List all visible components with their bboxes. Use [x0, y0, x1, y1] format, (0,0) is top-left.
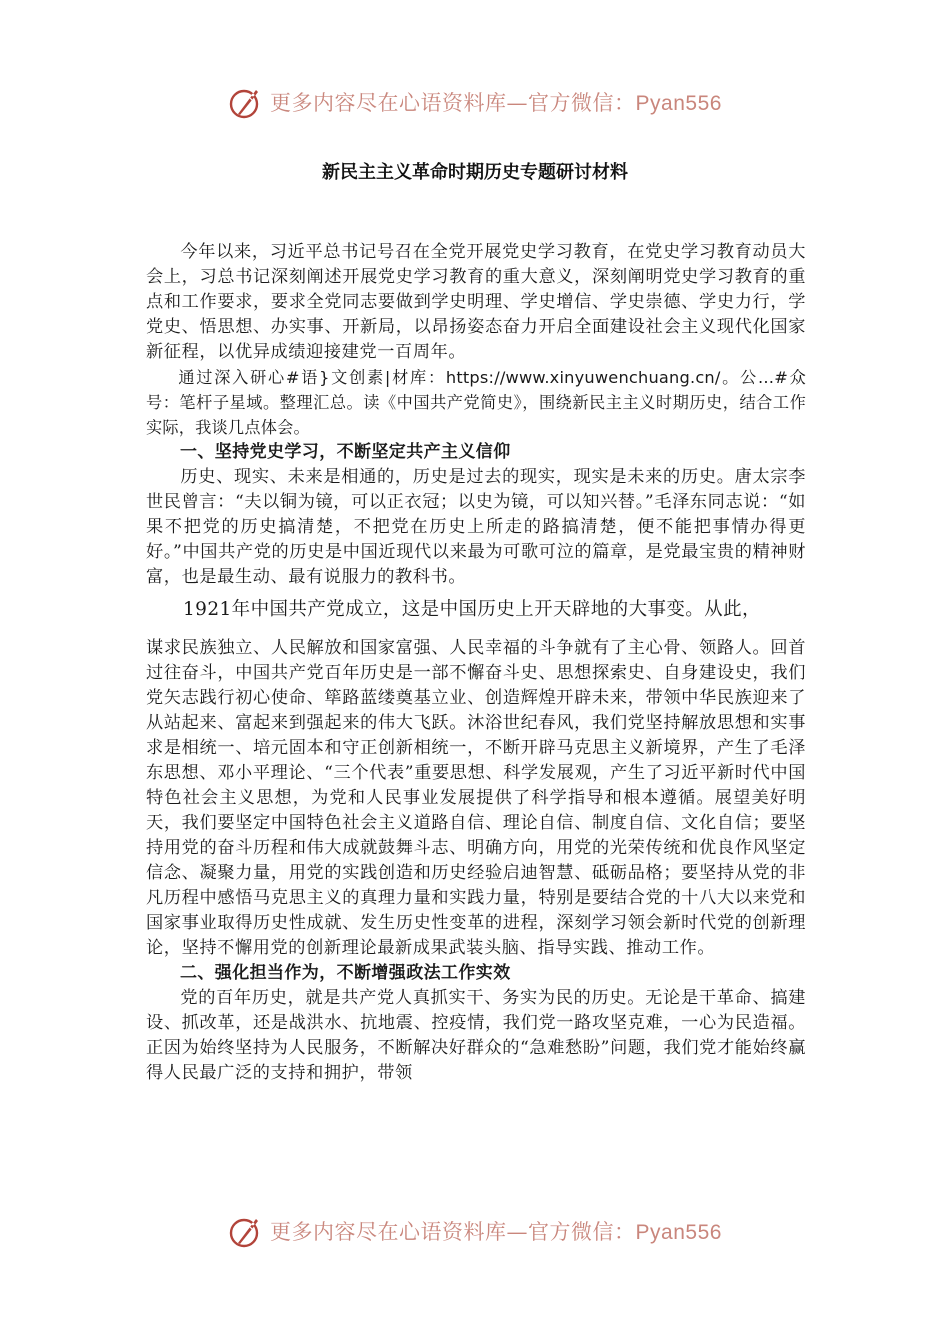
- paragraph-intro: 今年以来，习近平总书记号召在全党开展党史学习教育，在党史学习教育动员大会上，习总书记深刻阐述开展党史学习教育的重大意义，深刻阐明党史学习教育的重点和工作要求，要求全党同志要做到学史明理、学史增信、学史崇德、学史力行，学党史、悟思想、办实事、开新局，以昂扬姿态奋力开启全面建设社会主义现代化国家新征程，以优异成绩迎接建党一百周年。: [146, 242, 806, 362]
- banner-label: 更多内容尽在心语资料库—官方微信：: [270, 1220, 636, 1244]
- section-heading-2: 二、强化担当作为，不断增强政法工作实效: [180, 963, 511, 983]
- paragraph-1921-body: 谋求民族独立、人民解放和国家富强、人民幸福的斗争就有了主心骨、领路人。回首过往奋斗，中国共产党百年历史是一部不懈奋斗史、思想探索史、自身建设史，我们党矢志践行初心使命、筚路蓝缕奠基立业、创造辉煌开辟未来，带领中华民族迎来了从站起来、富起来到强起来的伟大飞跃。沐浴世纪春风，我们党坚持解放思想和实事求是相统一、培元固本和守正创新相统一，不断开辟马克思主义新境界，产生了毛泽东思想、邓小平理论、“三个代表”重要思想、科学发展观，产生了习近平新时代中国特色社会主义思想，为党和人民事业发展提供了科学指导和根本遵循。展望美好明天，我们要坚定中国特色社会主义道路自信、理论自信、制度自信、文化自信；要坚持用党的奋斗历程和伟大成就鼓舞斗志、明确方向，用党的光荣传统和优良作风坚定信念、凝聚力量，用党的实践创造和历史经验启迪智慧、砥砺品格；要坚持从党的非凡历程中感悟马克思主义的真理力量和实践力量，特别是要结合党的十八大以来党和国家事业取得历史性成就、发生历史性变革的进程，深刻学习领会新时代党的创新理论，坚持不懈用党的创新理论最新成果武装头脑、指导实践、推动工作。: [146, 638, 806, 958]
- pen-nib-logo-icon: [228, 1213, 264, 1249]
- document-title: 新民主主义革命时期历史专题研讨材料: [322, 162, 628, 183]
- banner-label: 更多内容尽在心语资料库—官方微信：: [270, 91, 636, 115]
- paragraph-history: 历史、现实、未来是相通的，历史是过去的现实，现实是未来的历史。唐太宗李世民曾言：“夫以铜为镜，可以正衣冠；以史为镜，可以知兴替。”毛泽东同志说：“如果不把党的历史搞清楚，不把党在历史上所走的路搞清楚，便不能把事情办得更好。”中国共产党的历史是中国近现代以来最为可歌可泣的篇章，是党最宝贵的精神财富，也是最生动、最有说服力的教科书。: [146, 467, 806, 587]
- banner-text: [270, 1216, 722, 1246]
- paragraph-responsibility: 党的百年历史，就是共产党人真抓实干、务实为民的历史。无论是干革命、搞建设、抓改革，还是战洪水、抗地震、控疫情，我们党一路攻坚克难，一心为民造福。正因为始终坚持为人民服务，不断解决好群众的“急难愁盼”问题，我们党才能始终赢得人民最广泛的支持和拥护，带领: [146, 988, 806, 1083]
- banner-wechat-id: Pyan556: [635, 92, 722, 115]
- banner-text: [270, 87, 722, 117]
- header-banner: [0, 82, 950, 122]
- footer-banner: [0, 1211, 950, 1251]
- paragraph-1921-lead: 1921年中国共产党成立，这是中国历史上开天辟地的大事变。从此，: [183, 599, 761, 620]
- section-heading-1: 一、坚持党史学习，不断坚定共产主义信仰: [180, 442, 511, 462]
- document-body: [146, 240, 806, 1086]
- paragraph-source-note: 通过深入研心#语}文创素|材库：https://www.xinyuwenchuang.cn/。公…#众号：笔杆子星域。整理汇总。读《中国共产党简史》，围绕新民主主义时期历史，结合工作实际，我谈几点体会。: [146, 368, 806, 437]
- pen-nib-logo-icon: [228, 84, 264, 120]
- banner-wechat-id: Pyan556: [635, 1221, 722, 1244]
